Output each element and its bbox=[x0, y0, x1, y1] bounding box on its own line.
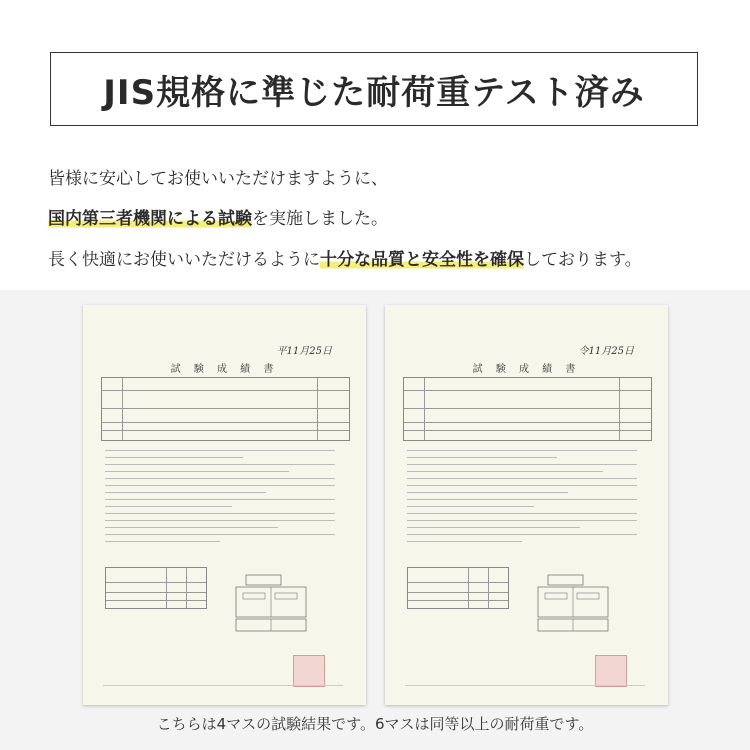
highlight-quality: 十分な品質と安全性を確保 bbox=[320, 250, 524, 270]
doc-info-table bbox=[101, 377, 350, 441]
intro-line-3-post: しております。 bbox=[524, 250, 642, 270]
intro-line-2 bbox=[48, 204, 388, 229]
test-report-left bbox=[83, 305, 366, 705]
approval-seal bbox=[595, 655, 627, 687]
doc-result-table bbox=[105, 567, 207, 609]
doc-body-text bbox=[407, 450, 637, 548]
doc-footer-line bbox=[405, 685, 645, 686]
doc-date: 令11月25日 bbox=[578, 346, 634, 357]
intro-line-3 bbox=[48, 245, 642, 270]
page-title: JIS規格に準じた耐荷重テスト済み bbox=[103, 72, 645, 113]
intro-line-2-rest: を実施しました。 bbox=[252, 209, 388, 229]
title-box bbox=[50, 52, 698, 126]
doc-footer-line bbox=[103, 685, 343, 686]
intro-line-3-pre: 長く快適にお使いいただけるように bbox=[48, 250, 320, 270]
caption: こちらは4マスの試験結果です。6マスは同等以上の耐荷重です。 bbox=[156, 715, 594, 733]
highlight-third-party: 国内第三者機関による試験 bbox=[48, 209, 252, 229]
test-report-right bbox=[385, 305, 668, 705]
doc-title: 試 験 成 績 書 bbox=[472, 364, 581, 375]
intro-line-1: 皆様に安心してお使いいただけますように、 bbox=[48, 169, 388, 189]
approval-seal bbox=[293, 655, 325, 687]
test-diagram bbox=[231, 573, 321, 643]
doc-body-text bbox=[105, 450, 335, 548]
doc-title: 試 験 成 績 書 bbox=[170, 364, 279, 375]
doc-result-table bbox=[407, 567, 509, 609]
test-diagram bbox=[533, 573, 623, 643]
doc-date: 平11月25日 bbox=[276, 346, 332, 357]
doc-info-table bbox=[403, 377, 652, 441]
